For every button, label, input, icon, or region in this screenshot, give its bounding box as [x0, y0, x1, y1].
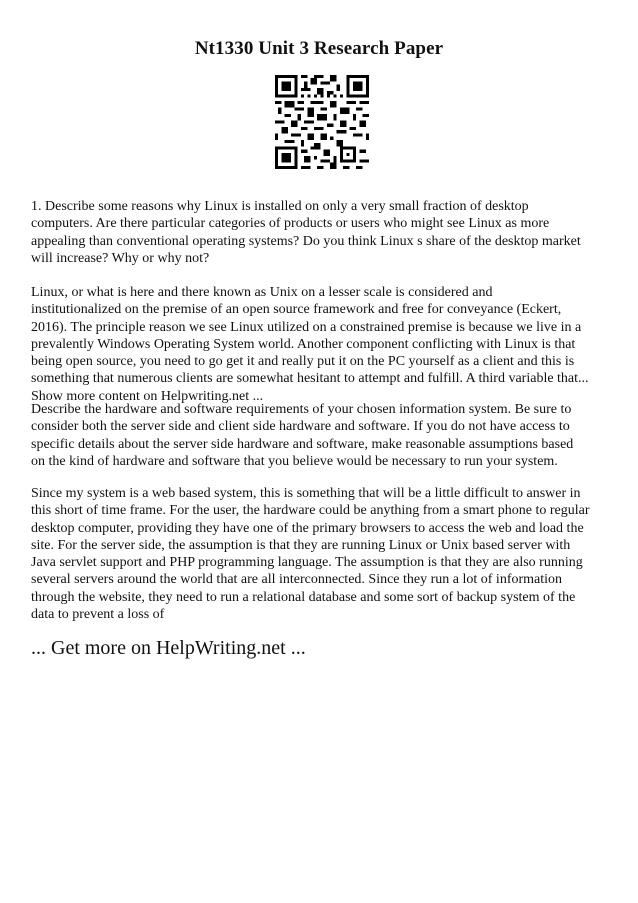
text-line: data to prevent a loss of	[31, 607, 165, 623]
text-line: institutionalized on the premise of an open source framework and free for conveyance (Eckert,	[31, 302, 562, 318]
text-line: Since my system is a web based system, this is something that will be a little difficult to answer in	[31, 486, 581, 501]
text-line: 1. Describe some reasons why Linux is installed on only a very small fraction of desktop	[31, 199, 529, 214]
text-line: computers. Are there particular categories of products or users who might see Linux as more	[31, 216, 550, 232]
paragraph-question-2	[31, 401, 573, 470]
text-line: Describe the hardware and software requirements of your chosen information system. Be sure to	[31, 402, 572, 417]
get-more-link[interactable]: ... Get more on HelpWriting.net ...	[31, 637, 306, 659]
text-line: Java servlet support and PHP programming language. The assumption is that they are also running	[31, 555, 583, 571]
paragraph-answer-2	[31, 485, 590, 623]
text-line: specific details about the server side hardware and software, make reasonable assumptions based	[31, 436, 574, 452]
text-line: site. For the server side, the assumption is that they are running Linux or Unix based server with	[31, 537, 571, 553]
paragraph-question-1	[31, 198, 581, 267]
text-line: consider both the server side and client side hardware and software. If you do not have access to	[31, 419, 570, 435]
text-line: desktop computer, providing they have one of the primary browsers to access the web and load the	[31, 520, 584, 536]
text-line: several servers around the world that are all interconnected. Since they run a lot of information	[31, 572, 563, 588]
text-line: something that numerous clients are somewhat hesitant to attempt and fulfill. A third variable that...	[31, 371, 589, 387]
text-line: Linux, or what is here and there known as Unix on a lesser scale is considered and	[31, 285, 493, 300]
text-line: being open source, you need to go get it and really put it on the PC yourself as a client and this is	[31, 354, 575, 370]
document-title: Nt1330 Unit 3 Research Paper	[194, 38, 444, 59]
text-line: on the kind of hardware and software that you believe would be necessary to run your system.	[31, 453, 558, 469]
show-more-link[interactable]: Show more content on Helpwriting.net ...	[31, 388, 264, 404]
text-line: this short of time frame. For the user, the hardware could be anything from a smart phone to regular	[31, 503, 590, 519]
text-line: appealing than conventional operating systems? Do you think Linux s share of the desktop market	[31, 233, 581, 249]
text-line: will increase? Why or why not?	[31, 250, 210, 266]
text-line: 2016). The principle reason we see Linux utilized on a constrained premise is because we live in a	[31, 319, 582, 335]
qr-code	[275, 75, 369, 169]
paragraph-answer-1	[31, 284, 589, 405]
text-line: prevalently Windows Operating System world. Another component conflicting with Linux is that	[31, 336, 576, 352]
text-line: through the website, they need to run a relational database and some sort of backup system of the	[31, 589, 576, 605]
